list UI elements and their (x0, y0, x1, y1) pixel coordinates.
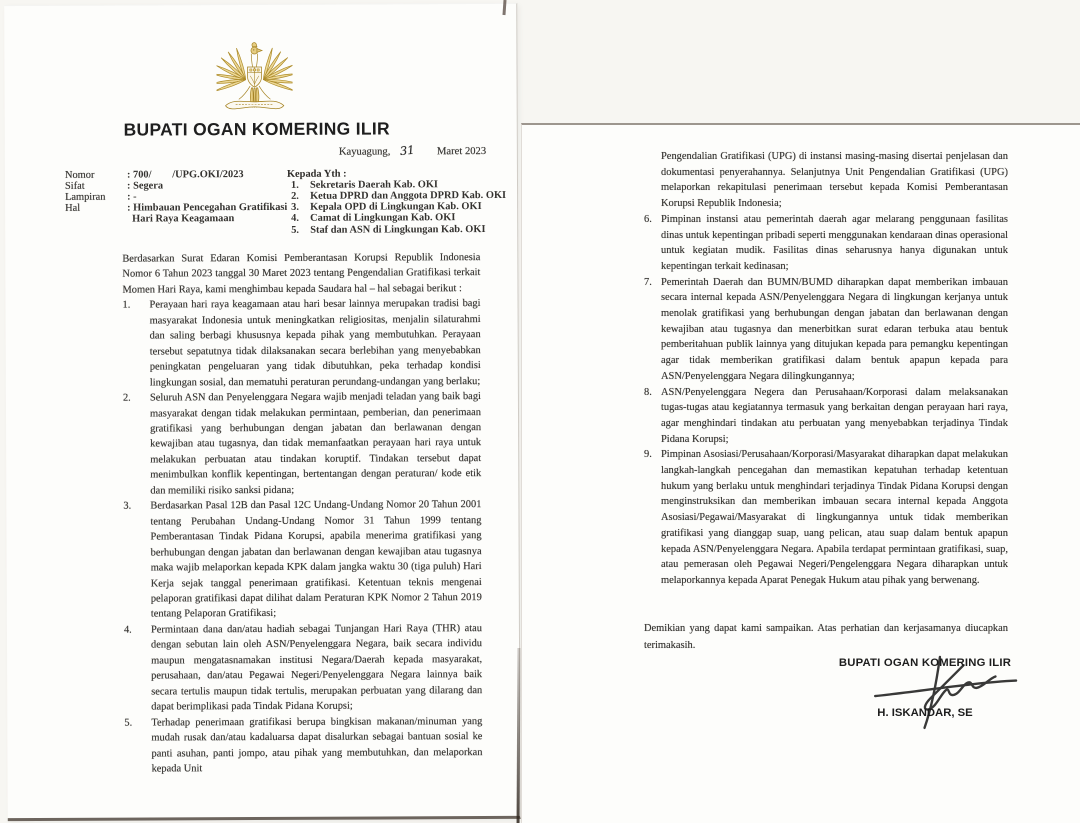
item5-continuation: Pengendalian Gratifikasi (UPG) di instansi masing-masing disertai penjelasan dan dokumentasi penyerahannya. Selanjutnya Unit Pengendalian Gratifikasi (UPG) melaporkan rekapitulasi penerimaan tersebut kepada Komisi Pemberantasan Korupsi Republik Indonesia; (661, 151, 1008, 210)
item-text: Terhadap penerimaan gratifikasi berupa bingkisan makanan/minuman yang mudah rusak dan/atau kadaluarsa dapat disalurkan sebagai bantuan sosial ke panti asuhan, panti jompo, atau pihak yang membutuhkan, dan melaporkan kepada Unit (151, 715, 483, 775)
list-item (123, 497, 482, 622)
item-text: Pimpinan Asosiasi/Perusahaan/Korporasi/Masyarakat diharapkan dapat melakukan langkah-langkah pencegahan dan memastikan kepatuhan terhadap ketentuan hukum yang berlaku untuk menghindari terjadinya Tindak Pidana Korupsi dengan menginstruksikan dan memberikan imbauan secara internal kepada Anggota Asosiasi/Pegawai/Masyarakat di lingkungannya untuk tidak memberikan gratifikasi yang dianggap suap, uang pelican, atau suap dalam bentuk apapun kepada ASN/Penyelenggara Negara. Apabila terdapat permintaan gratifikasi, suap, atau pemerasan oleh Pegawai Negeri/Pengelenggara Negara diharapkan untuk melaporkannya kepada Aparat Penegak Hukum atau pihak yang berwenang. (661, 449, 1008, 586)
item-number: 8. (644, 386, 652, 398)
meta-label: Sifat (64, 180, 85, 192)
recipient-item (287, 201, 506, 213)
item-number: 5. (124, 717, 133, 729)
meta-value: : Himbauan Pencegahan Gratifikasi (127, 201, 288, 214)
item-number: 4. (123, 624, 132, 636)
item-text: Seluruh ASN dan Penyelenggara Negara wajib menjadi teladan yang baik bagi masyarakat dengan tidak melakukan permintaan, pemberian, dan penerimaan gratifikasi yang berhubungan dengan jabatan dan berlawanan dengan kewajiban atau tugasnya, dan tidak memanfaatkan perayaan hari raya untuk melakukan perbuatan atau tindakan koruptif. Tindakan tersebut dapat menimbulkan konflik kepentingan, bertentangan dengan peraturan/ kode etik dan memiliki risiko sanksi pidana; (149, 391, 482, 497)
opening-paragraph: Berdasarkan Surat Edaran Komisi Pemberantasan Korupsi Republik Indonesia Nomor 6 Tahun 2023 tanggal 30 Maret 2023 tentang Pengendalian Gratifikasi terkait Momen Hari Raya, kami menghimbau kepada Saudara hal – hal sebagai berikut : (122, 252, 481, 296)
list-item (644, 212, 1008, 275)
date-place: Kayuagung, (338, 146, 391, 158)
item-text: ASN/Penyelenggara Negera dan Perusahaan/Korporasi dalam melaksanakan tugas-tugas atau kegiatannya termasuk yang berkaitan dengan perayaan hari raya, agar menghindari tindakan atu perbuatan yang menyebabkan terjadinya Tindak Pidana Korupsi; (661, 386, 1008, 445)
date-line (339, 143, 486, 158)
list-item (124, 714, 482, 777)
list-item (644, 447, 1008, 588)
recipients-heading: Kepada Yth : (286, 168, 347, 180)
recipient-number: 1. (290, 179, 299, 191)
meta-label: Hal (65, 202, 81, 214)
item-number: 2. (122, 392, 131, 404)
letter-meta (65, 170, 287, 226)
recipient-item (287, 179, 506, 191)
item-text: Berdasarkan Pasal 12B dan Pasal 12C Undang-Undang Nomor 20 Tahun 2001 tentang Perubahan Undang-Undang Nomor 31 Tahun 1999 tentang Pemberantasan Tindak Pidana Korupsi, apabila menerima gratifikasi yang berhubungan dengan jabatan dan berlawanan dengan kewajiban atau tugasnya maka wajib melaporkan kepada KPK dalam jangka waktu 30 (tiga puluh) Hari Kerja sejak tanggal penerimaan gratifikasi. Ketentuan teknis mengenai pelaporan gratifikasi dapat dilihat dalam Peraturan KPK Nomor 2 Tahun 2019 tentang Pelaporan Gratifikasi; (150, 499, 482, 620)
item-text: Permintaan dana dan/atau hadiah sebagai Tunjangan Hari Raya (THR) atau dengan sebutan lain oleh ASN/Penyelenggara Negara, baik secara individu maupun mengatasnamakan institusi Negara/Daerah kepada masyarakat, perusahaan, dan/atau Pegawai Negeri/Penyelenggara Negara lainnya baik secara tertulis maupun tidak tertulis, merupakan perbuatan yang dilarang dan dapat berimplikasi pada Tindak Pidana Korupsi; (150, 622, 483, 713)
garuda-pancasila-emblem (216, 37, 292, 121)
recipient-item (287, 212, 506, 224)
meta-hal-line2: Hari Raya Keagamaan (132, 212, 235, 225)
item-text: Pemerintah Daerah dan BUMN/BUMD diharapkan dapat memberikan imbauan secara internal kepada ASN/Penyelenggara Negara di lingkungan kerjanya untuk menolak gratifikasi yang berhubungan dengan jabatan dan berlawanan dengan kewajiban atau tugasnya dan menerbitkan surat edaran terbuka atau bentuk pemberitahuan publik lainnya yang ditujukan kepada para pemangku kepentingan agar tidak memberikan gratifikasi dalam bentuk apapun kepada para ASN/Penyelenggara Negara dilingkungannya; (661, 276, 1008, 382)
item-text: Perayaan hari raya keagamaan atau hari besar lainnya merupakan tradisi bagi masyarakat Indonesia untuk meningkatkan religiositas, menjalin silaturahmi dan saling berbagi khususnya kepada pihak yang membutuhkan. Perayaan tersebut sepatutnya tidak dilaksanakan secara berlebihan yang menyebabkan peningkatan pengeluaran yang tidak dibutuhkan, peka terhadap kondisi lingkungan sosial, dan mematuhi peraturan perundang-undangan yang berlaku; (149, 298, 481, 389)
list-item (644, 385, 1008, 448)
meta-value: : 700/ /UPG.OKI/2023 (126, 169, 244, 181)
item-number: 1. (122, 299, 131, 311)
closing-paragraph: Demikian yang dapat kami sampaikan. Atas perhatian dan kerjasamanya diucapkan terimakasih. (644, 623, 1008, 651)
letter-body-page2 (644, 149, 1008, 589)
item-number: 9. (644, 449, 652, 461)
recipient-number: 5. (291, 224, 300, 236)
signature-name: H. ISKANDAR, SE (877, 707, 973, 719)
recipient-text: Camat di Lingkungan Kab. OKI (310, 212, 456, 225)
recipient-item (287, 190, 506, 202)
recipient-number: 2. (291, 190, 299, 203)
meta-value: : - (127, 191, 137, 203)
item-number: 6. (644, 213, 652, 225)
list-item (124, 621, 482, 715)
item-text: Pimpinan instansi atau pemerintah daerah agar melarang penggunaan fasilitas dinas untuk kepentingan pribadi seperti menggunakan kendaraan dinas operasional untuk kegiatan mudik. Fasilitas dinas seharusnya hanya digunakan untuk kepentingan terkait kedinasan; (661, 213, 1008, 272)
signature-title: BUPATI OGAN KOMERING ILIR (838, 657, 1012, 669)
signature-scribble-icon (862, 659, 1022, 731)
recipients-block (287, 168, 506, 236)
recipient-item (287, 224, 506, 236)
item-number: 3. (123, 500, 132, 512)
meta-label: Nomor (64, 169, 95, 181)
letter-body-page1 (122, 250, 482, 777)
letter-page-1 (4, 3, 521, 821)
garuda-icon (216, 37, 292, 121)
recipient-text: Ketua DPRD dan Anggota DPRD Kab. OKI (310, 190, 507, 202)
date-month-year: Maret 2023 (436, 146, 487, 158)
letterhead-title: BUPATI OGAN KOMERING ILIR (123, 118, 391, 140)
recipient-text: Sekretaris Daerah Kab. OKI (309, 179, 439, 191)
list-item (123, 296, 481, 390)
list-item (123, 389, 481, 499)
recipient-text: Staf dan ASN di Lingkungan Kab. OKI (310, 223, 486, 236)
recipient-text: Kepala OPD di Lingkungan Kab. OKI (310, 201, 482, 214)
item-number: 7. (644, 276, 652, 288)
recipient-number: 4. (291, 213, 299, 225)
meta-value: : Segera (126, 180, 164, 192)
meta-label: Lampiran (65, 191, 106, 203)
list-item (644, 275, 1008, 385)
recipient-number: 3. (291, 202, 299, 214)
letter-page-2 (521, 123, 1080, 823)
handwritten-day: 31 (399, 142, 416, 159)
